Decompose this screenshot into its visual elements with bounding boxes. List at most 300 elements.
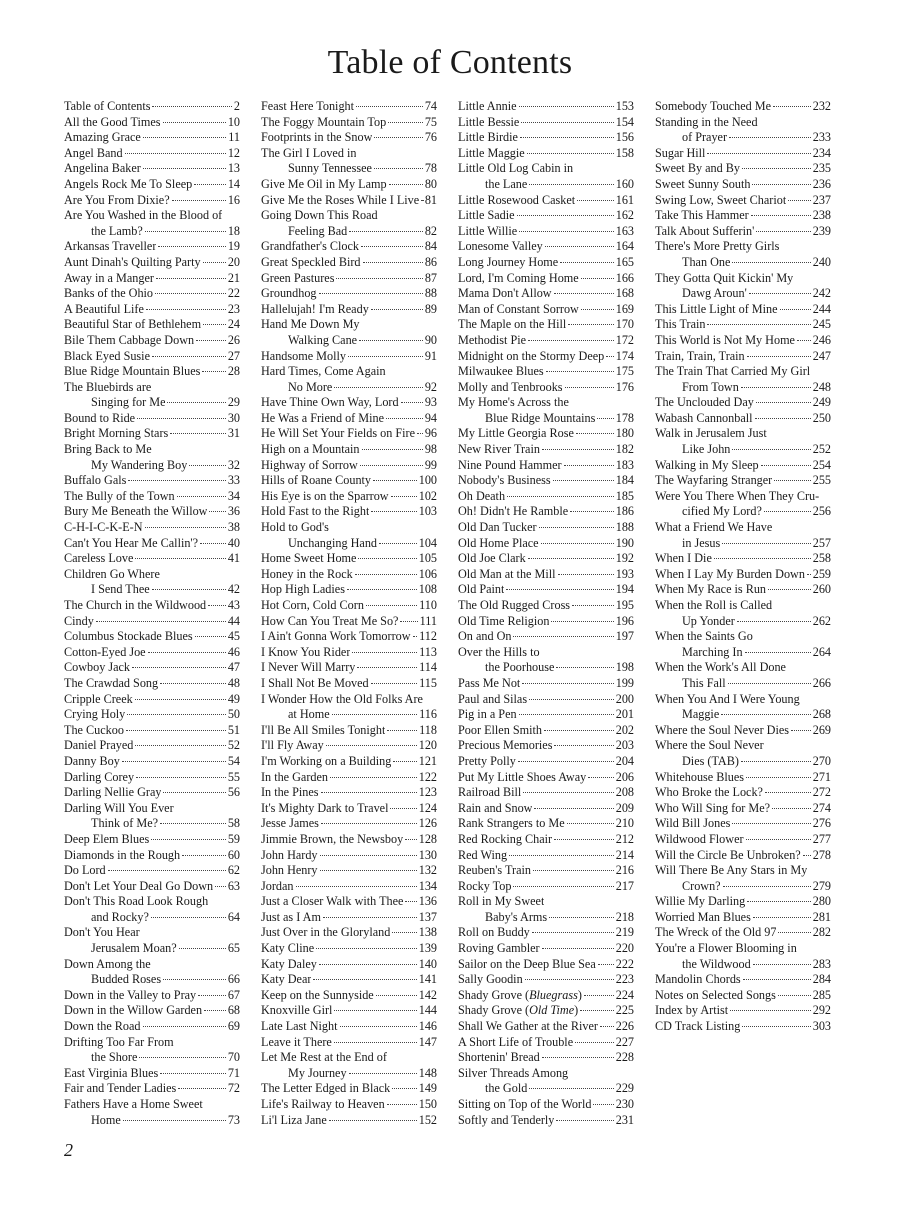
toc-entry[interactable] — [458, 801, 634, 817]
toc-entry[interactable] — [458, 1097, 634, 1113]
toc-entry[interactable] — [64, 442, 240, 458]
toc-entry[interactable] — [261, 676, 437, 692]
toc-entry-continuation[interactable] — [458, 177, 634, 193]
dot-leader — [751, 215, 811, 216]
toc-entry[interactable] — [655, 1003, 831, 1019]
toc-entry[interactable] — [655, 863, 831, 879]
toc-entry-continuation[interactable] — [655, 442, 831, 458]
toc-entry-continuation[interactable] — [261, 380, 437, 396]
toc-entry[interactable] — [64, 567, 240, 583]
toc-entry[interactable] — [655, 473, 831, 489]
toc-entry[interactable] — [261, 816, 437, 832]
toc-entry-page: 192 — [615, 551, 634, 566]
toc-entry[interactable] — [655, 302, 831, 318]
toc-entry[interactable] — [458, 707, 634, 723]
toc-entry[interactable] — [458, 832, 634, 848]
toc-entry[interactable] — [458, 848, 634, 864]
toc-entry[interactable] — [655, 489, 831, 505]
toc-entry[interactable] — [458, 925, 634, 941]
toc-entry-title: When the Work's All Done — [655, 660, 786, 675]
toc-entry[interactable] — [261, 598, 437, 614]
toc-entry-title: Pass Me Not — [458, 675, 521, 690]
toc-entry[interactable] — [64, 317, 240, 333]
dot-leader — [387, 730, 417, 731]
toc-entry-continuation[interactable] — [655, 707, 831, 723]
toc-entry[interactable] — [261, 582, 437, 598]
toc-entry[interactable] — [261, 208, 437, 224]
toc-entry[interactable] — [655, 660, 831, 676]
toc-entry-page: 91 — [424, 348, 437, 363]
toc-entry[interactable] — [64, 770, 240, 786]
toc-entry[interactable] — [655, 785, 831, 801]
toc-entry[interactable] — [458, 988, 634, 1004]
toc-entry[interactable] — [261, 193, 437, 209]
toc-entry[interactable] — [261, 271, 437, 287]
toc-entry[interactable] — [458, 629, 634, 645]
toc-entry[interactable] — [64, 520, 240, 536]
toc-entry[interactable] — [64, 473, 240, 489]
toc-entry[interactable] — [261, 302, 437, 318]
dot-leader — [405, 839, 417, 840]
toc-entry[interactable] — [655, 161, 831, 177]
toc-entry[interactable] — [458, 130, 634, 146]
toc-entry[interactable] — [655, 317, 831, 333]
toc-entry[interactable] — [261, 660, 437, 676]
toc-entry[interactable] — [261, 879, 437, 895]
toc-entry[interactable] — [261, 130, 437, 146]
toc-entry[interactable] — [458, 972, 634, 988]
toc-entry[interactable] — [64, 832, 240, 848]
toc-entry[interactable] — [655, 177, 831, 193]
toc-entry[interactable] — [261, 1050, 437, 1066]
toc-entry-continuation[interactable] — [261, 536, 437, 552]
toc-entry[interactable] — [64, 504, 240, 520]
toc-entry-continuation[interactable] — [64, 1113, 240, 1129]
toc-entry[interactable] — [458, 520, 634, 536]
toc-entry[interactable] — [458, 426, 634, 442]
toc-entry[interactable] — [458, 193, 634, 209]
toc-entry[interactable] — [261, 894, 437, 910]
toc-entry[interactable] — [655, 458, 831, 474]
toc-entry-title: Somebody Touched Me — [655, 99, 772, 113]
toc-entry[interactable] — [458, 489, 634, 505]
toc-entry[interactable] — [64, 738, 240, 754]
toc-entry[interactable] — [64, 411, 240, 427]
toc-entry[interactable] — [458, 380, 634, 396]
toc-entry[interactable] — [64, 660, 240, 676]
toc-entry[interactable] — [655, 551, 831, 567]
toc-entry-page: 67 — [227, 987, 240, 1002]
toc-entry-title: Dawg Aroun' — [682, 286, 747, 301]
toc-entry[interactable] — [655, 582, 831, 598]
toc-entry[interactable] — [261, 458, 437, 474]
toc-entry[interactable] — [655, 426, 831, 442]
toc-entry[interactable] — [64, 193, 240, 209]
toc-entry-continuation[interactable] — [655, 957, 831, 973]
toc-entry[interactable] — [655, 271, 831, 287]
toc-entry[interactable] — [458, 614, 634, 630]
dot-leader — [361, 246, 423, 247]
toc-entry[interactable] — [458, 473, 634, 489]
toc-entry-continuation[interactable] — [458, 1081, 634, 1097]
toc-entry-page: 231 — [615, 1112, 634, 1127]
toc-entry[interactable] — [655, 629, 831, 645]
toc-entry-continuation[interactable] — [655, 130, 831, 146]
toc-entry[interactable] — [261, 239, 437, 255]
toc-entry[interactable] — [64, 988, 240, 1004]
toc-entry[interactable] — [655, 208, 831, 224]
toc-entry[interactable] — [64, 879, 240, 895]
dot-leader — [560, 262, 614, 263]
toc-entry-title: Red Rocking Chair — [458, 831, 553, 846]
toc-entry[interactable] — [458, 239, 634, 255]
toc-entry-continuation[interactable] — [655, 676, 831, 692]
toc-entry[interactable] — [458, 645, 634, 661]
toc-entry[interactable] — [64, 676, 240, 692]
toc-entry-continuation[interactable] — [655, 255, 831, 271]
toc-entry[interactable] — [458, 317, 634, 333]
toc-entry[interactable] — [261, 115, 437, 131]
toc-entry[interactable] — [64, 364, 240, 380]
toc-entry[interactable] — [458, 754, 634, 770]
toc-entry-continuation[interactable] — [261, 707, 437, 723]
toc-entry-title: The Train That Carried My Girl — [655, 364, 811, 379]
toc-entry[interactable] — [261, 442, 437, 458]
toc-entry[interactable] — [64, 754, 240, 770]
toc-entry[interactable] — [458, 816, 634, 832]
toc-entry[interactable] — [64, 551, 240, 567]
toc-entry[interactable] — [261, 925, 437, 941]
toc-entry[interactable] — [458, 1003, 634, 1019]
toc-entry[interactable] — [64, 707, 240, 723]
toc-entry-continuation[interactable] — [261, 333, 437, 349]
toc-entry[interactable] — [261, 801, 437, 817]
toc-entry[interactable] — [655, 738, 831, 754]
dot-leader — [513, 886, 613, 887]
toc-entry-title: Budded Roses — [91, 972, 162, 987]
toc-entry-continuation[interactable] — [655, 504, 831, 520]
toc-entry[interactable] — [458, 271, 634, 287]
toc-entry[interactable] — [655, 925, 831, 941]
toc-entry[interactable] — [458, 567, 634, 583]
toc-entry[interactable] — [655, 520, 831, 536]
toc-entry[interactable] — [64, 536, 240, 552]
toc-entry[interactable] — [261, 1113, 437, 1129]
dot-leader — [749, 293, 811, 294]
toc-entry-page: 284 — [812, 972, 831, 987]
toc-entry[interactable] — [458, 333, 634, 349]
toc-entry-continuation[interactable] — [261, 1066, 437, 1082]
toc-entry[interactable] — [261, 645, 437, 661]
toc-entry[interactable] — [64, 426, 240, 442]
toc-entry-page: 277 — [812, 831, 831, 846]
toc-entry[interactable] — [64, 645, 240, 661]
toc-entry[interactable] — [64, 925, 240, 941]
toc-entry[interactable] — [64, 863, 240, 879]
toc-entry[interactable] — [64, 255, 240, 271]
toc-entry[interactable] — [261, 988, 437, 1004]
toc-entry[interactable] — [458, 879, 634, 895]
toc-entry[interactable] — [261, 972, 437, 988]
toc-entry[interactable] — [458, 957, 634, 973]
dot-leader — [567, 823, 614, 824]
dot-leader — [729, 137, 811, 138]
toc-entry[interactable] — [458, 224, 634, 240]
toc-entry[interactable] — [261, 832, 437, 848]
toc-entry[interactable] — [655, 239, 831, 255]
toc-entry[interactable] — [458, 941, 634, 957]
toc-entry[interactable] — [458, 582, 634, 598]
toc-entry[interactable] — [64, 894, 240, 910]
toc-entry[interactable] — [261, 349, 437, 365]
toc-entry[interactable] — [655, 848, 831, 864]
toc-entry[interactable] — [458, 723, 634, 739]
toc-entry[interactable] — [64, 723, 240, 739]
toc-entry[interactable] — [655, 723, 831, 739]
toc-entry[interactable] — [458, 863, 634, 879]
toc-entry[interactable] — [261, 738, 437, 754]
toc-entry[interactable] — [655, 910, 831, 926]
toc-entry[interactable] — [64, 161, 240, 177]
toc-entry[interactable] — [261, 1097, 437, 1113]
toc-entry[interactable] — [64, 1097, 240, 1113]
toc-entry-continuation[interactable] — [655, 286, 831, 302]
dot-leader — [741, 387, 811, 388]
toc-entry[interactable] — [655, 193, 831, 209]
toc-entry[interactable] — [261, 910, 437, 926]
toc-entry[interactable] — [64, 692, 240, 708]
toc-entry[interactable] — [64, 629, 240, 645]
toc-entry[interactable] — [655, 941, 831, 957]
toc-entry-continuation[interactable] — [64, 972, 240, 988]
toc-entry-page: 146 — [418, 1019, 437, 1034]
toc-entry-continuation[interactable] — [64, 224, 240, 240]
toc-entry[interactable] — [458, 364, 634, 380]
toc-entry[interactable] — [261, 520, 437, 536]
toc-entry[interactable] — [64, 130, 240, 146]
toc-entry[interactable] — [458, 770, 634, 786]
toc-entry-continuation[interactable] — [655, 754, 831, 770]
toc-entry[interactable] — [458, 99, 634, 115]
dot-leader — [529, 1088, 613, 1089]
dot-leader — [575, 1042, 614, 1043]
toc-entry[interactable] — [655, 894, 831, 910]
toc-entry-title: the Gold — [485, 1081, 528, 1096]
toc-entry[interactable] — [458, 208, 634, 224]
toc-entry-continuation[interactable] — [458, 411, 634, 427]
toc-entry-continuation[interactable] — [64, 395, 240, 411]
toc-entry[interactable] — [458, 146, 634, 162]
toc-entry[interactable] — [655, 364, 831, 380]
toc-entry[interactable] — [458, 395, 634, 411]
toc-entry-title: The Cuckoo — [64, 722, 124, 737]
toc-entry-continuation[interactable] — [458, 660, 634, 676]
toc-entry-continuation[interactable] — [64, 910, 240, 926]
toc-entry[interactable] — [458, 161, 634, 177]
toc-entry[interactable] — [458, 458, 634, 474]
toc-entry[interactable] — [64, 146, 240, 162]
toc-entry[interactable] — [64, 239, 240, 255]
toc-entry[interactable] — [64, 614, 240, 630]
toc-entry[interactable] — [64, 177, 240, 193]
toc-entry[interactable] — [261, 426, 437, 442]
dot-leader — [389, 184, 423, 185]
toc-entry[interactable] — [458, 598, 634, 614]
toc-entry-title: Roving Gambler — [458, 941, 540, 956]
toc-entry-continuation[interactable] — [655, 879, 831, 895]
toc-entry-page: 153 — [615, 99, 634, 113]
toc-entry[interactable] — [458, 551, 634, 567]
toc-entry-continuation[interactable] — [655, 645, 831, 661]
toc-entry[interactable] — [655, 224, 831, 240]
toc-entry[interactable] — [261, 317, 437, 333]
toc-entry[interactable] — [655, 333, 831, 349]
toc-entry[interactable] — [64, 801, 240, 817]
dot-leader — [373, 480, 417, 481]
toc-entry-page: 11 — [228, 130, 240, 145]
toc-entry[interactable] — [458, 1019, 634, 1035]
toc-entry[interactable] — [64, 380, 240, 396]
toc-entry-continuation[interactable] — [261, 224, 437, 240]
toc-entry[interactable] — [261, 941, 437, 957]
toc-entry[interactable] — [261, 364, 437, 380]
toc-entry[interactable] — [64, 785, 240, 801]
toc-entry[interactable] — [458, 1066, 634, 1082]
toc-entry[interactable] — [64, 1003, 240, 1019]
toc-entry[interactable] — [261, 489, 437, 505]
toc-entry[interactable] — [655, 972, 831, 988]
toc-entry[interactable] — [655, 770, 831, 786]
toc-entry[interactable] — [64, 349, 240, 365]
toc-entry[interactable] — [655, 832, 831, 848]
toc-entry[interactable] — [261, 723, 437, 739]
toc-entry[interactable] — [64, 489, 240, 505]
toc-entry[interactable] — [261, 286, 437, 302]
toc-entry[interactable] — [261, 692, 437, 708]
toc-entry-continuation[interactable] — [64, 941, 240, 957]
toc-entry-title: Think of Me? — [91, 816, 159, 831]
toc-entry-title: Rank Strangers to Me — [458, 816, 565, 831]
toc-entry-continuation[interactable] — [64, 816, 240, 832]
toc-entry[interactable] — [458, 536, 634, 552]
toc-entry-continuation[interactable] — [458, 910, 634, 926]
toc-entry[interactable] — [261, 567, 437, 583]
toc-entry-continuation[interactable] — [655, 536, 831, 552]
toc-entry[interactable] — [64, 302, 240, 318]
toc-entry[interactable] — [655, 598, 831, 614]
toc-entry[interactable] — [261, 1003, 437, 1019]
toc-entry[interactable] — [655, 411, 831, 427]
toc-entry-continuation[interactable] — [655, 614, 831, 630]
toc-entry[interactable] — [261, 551, 437, 567]
toc-entry[interactable] — [458, 442, 634, 458]
toc-entry[interactable] — [64, 99, 240, 115]
toc-entry[interactable] — [261, 1035, 437, 1051]
toc-entry-continuation[interactable] — [64, 582, 240, 598]
toc-entry[interactable] — [458, 1050, 634, 1066]
toc-entry[interactable] — [458, 504, 634, 520]
toc-entry[interactable] — [261, 848, 437, 864]
toc-entry[interactable] — [261, 146, 437, 162]
toc-entry-continuation[interactable] — [655, 380, 831, 396]
toc-entry[interactable] — [458, 286, 634, 302]
toc-entry[interactable] — [458, 692, 634, 708]
toc-entry[interactable] — [458, 349, 634, 365]
toc-entry[interactable] — [655, 816, 831, 832]
toc-entry[interactable] — [64, 286, 240, 302]
toc-entry-page: 260 — [812, 582, 831, 597]
toc-entry[interactable] — [655, 395, 831, 411]
toc-entry[interactable] — [655, 1019, 831, 1035]
toc-entry[interactable] — [261, 473, 437, 489]
toc-entry[interactable] — [261, 770, 437, 786]
toc-entry[interactable] — [458, 1035, 634, 1051]
toc-entry[interactable] — [64, 271, 240, 287]
toc-entry[interactable] — [458, 676, 634, 692]
toc-entry[interactable] — [458, 1113, 634, 1129]
toc-entry[interactable] — [458, 255, 634, 271]
toc-entry[interactable] — [655, 99, 831, 115]
toc-entry[interactable] — [655, 115, 831, 131]
toc-entry-title: Shady Grove (Old Time) — [458, 1003, 579, 1018]
toc-entry-title: The Church in the Wildwood — [64, 598, 207, 612]
toc-entry-continuation[interactable] — [64, 1050, 240, 1066]
toc-entry[interactable] — [64, 1035, 240, 1051]
toc-entry[interactable] — [458, 894, 634, 910]
dot-leader — [125, 153, 226, 154]
toc-entry[interactable] — [261, 504, 437, 520]
toc-entry[interactable] — [261, 1081, 437, 1097]
toc-entry[interactable] — [64, 115, 240, 131]
toc-entry[interactable] — [261, 957, 437, 973]
toc-entry[interactable] — [64, 1066, 240, 1082]
toc-entry[interactable] — [261, 629, 437, 645]
toc-entry[interactable] — [64, 1019, 240, 1035]
toc-entry[interactable] — [261, 411, 437, 427]
toc-entry-continuation[interactable] — [64, 458, 240, 474]
toc-entry[interactable] — [458, 738, 634, 754]
toc-entry[interactable] — [64, 598, 240, 614]
toc-entry-page: 210 — [615, 816, 634, 831]
toc-entry[interactable] — [64, 208, 240, 224]
toc-entry[interactable] — [655, 801, 831, 817]
toc-entry[interactable] — [64, 333, 240, 349]
toc-entry[interactable] — [261, 754, 437, 770]
toc-entry[interactable] — [655, 146, 831, 162]
toc-entry[interactable] — [261, 614, 437, 630]
toc-entry-continuation[interactable] — [261, 161, 437, 177]
toc-entry[interactable] — [64, 957, 240, 973]
toc-entry[interactable] — [261, 255, 437, 271]
toc-entry[interactable] — [64, 1081, 240, 1097]
toc-entry[interactable] — [655, 988, 831, 1004]
toc-entry[interactable] — [458, 115, 634, 131]
dot-leader — [752, 184, 810, 185]
toc-entry[interactable] — [261, 1019, 437, 1035]
toc-entry[interactable] — [655, 692, 831, 708]
toc-entry[interactable] — [261, 785, 437, 801]
toc-entry[interactable] — [458, 785, 634, 801]
toc-entry[interactable] — [261, 395, 437, 411]
dot-leader — [597, 418, 613, 419]
toc-entry[interactable] — [261, 99, 437, 115]
toc-entry[interactable] — [261, 177, 437, 193]
toc-entry[interactable] — [261, 863, 437, 879]
toc-entry[interactable] — [655, 349, 831, 365]
toc-entry[interactable] — [64, 848, 240, 864]
toc-entry[interactable] — [458, 302, 634, 318]
toc-entry[interactable] — [655, 567, 831, 583]
